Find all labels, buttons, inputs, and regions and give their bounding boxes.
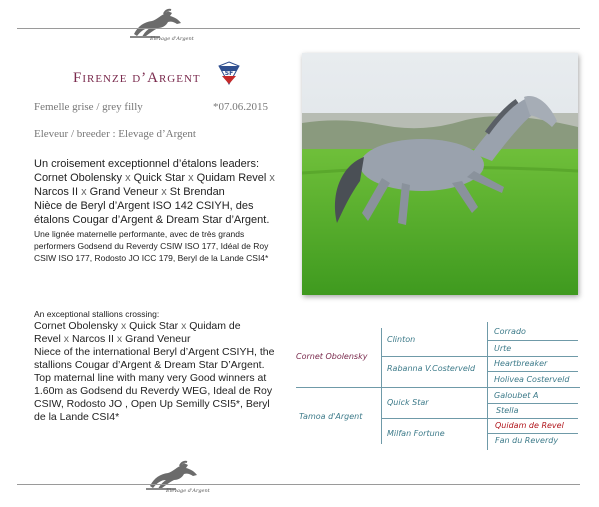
- gs-fan-du-reverdy: Fan du Reverdy: [495, 436, 559, 445]
- cross-name: St Brendan: [169, 186, 225, 198]
- cross-sep: x: [161, 186, 167, 198]
- english-text: Niece of the international Beryl d’Argent CSIYH, the stallions Cougar d’Argent & Dream Star D’Argent. Top maternal line with many very Good winners at 1.60m as Godsend du Reverdy WEG, Ideal de Roy CSIW, Rodosto JO , Open Up Semilly CSI5*, Beryl de la Lande CSI4*: [34, 346, 275, 423]
- french-heading: Un croisement exceptionnel d’étalons leaders:: [34, 158, 260, 170]
- sf-shield-icon: [217, 61, 241, 85]
- gs-galoubet: Galoubet A: [494, 391, 539, 400]
- pedigree-divider: [296, 387, 580, 388]
- pedigree-line: [381, 356, 487, 357]
- top-divider: [17, 28, 580, 29]
- bottom-divider: [17, 484, 580, 485]
- cross-sep: x: [116, 333, 123, 345]
- gs-quidam-de-revel: Quidam de Revel: [495, 421, 564, 430]
- grey-horse-in-field-image: [302, 53, 578, 295]
- sire-sire: Clinton: [387, 335, 416, 344]
- french-lineage: Une lignée maternelle performante, avec de très grands performers Godsend du Reverdy CSIW ISO 177, Idéal de Roy CSIW ISO 177, Rodosto JO ICC 179, Beryl de la Lande CSI4*: [34, 229, 269, 263]
- pedigree-line: [487, 403, 578, 404]
- pedigree-line: [487, 356, 578, 357]
- french-cross-line-2: [34, 185, 281, 199]
- horse-photo: [302, 53, 578, 295]
- english-cross-line-1: [34, 320, 281, 333]
- pedigree-line: [487, 418, 578, 419]
- svg-text:SF: SF: [224, 70, 234, 77]
- cross-sep: x: [81, 186, 87, 198]
- cross-sep: x: [269, 172, 275, 184]
- pedigree-line: [381, 418, 487, 419]
- french-niece: Nièce de Beryl d’Argent ISO 142 CSIYH, des étalons Cougar d’Argent & Dream Star d’Argent.: [34, 200, 270, 226]
- top-logo: [128, 6, 194, 46]
- pedigree-line: [487, 371, 578, 372]
- horse-birth-date: *07.06.2015: [213, 101, 268, 113]
- cross-name: Narcos II: [34, 186, 79, 198]
- bottom-logo: [144, 458, 210, 498]
- logo-text: Elevage d'Argent: [166, 488, 210, 494]
- cross-name: Quidam de: [189, 320, 241, 332]
- sire-dam: Rabanna V.Costerveld: [387, 364, 476, 373]
- logo-text: Elevage d'Argent: [150, 36, 194, 42]
- pedigree-bracket: [487, 322, 488, 450]
- cross-sep: x: [188, 172, 194, 184]
- cross-name: Grand Veneur: [89, 186, 159, 198]
- cross-name: Quick Star: [133, 172, 186, 184]
- horse-sex: Femelle grise / grey filly: [34, 101, 143, 113]
- dam-name: Tamoa d'Argent: [299, 412, 363, 421]
- cross-name: Cornet Obolensky: [34, 320, 119, 332]
- french-description: [34, 157, 281, 264]
- horse-jumper-logo-icon: [128, 6, 186, 40]
- dam-dam: Milfan Fortune: [387, 429, 445, 438]
- cross-name: Revel: [34, 333, 61, 345]
- gs-holivea: Holivea Costerveld: [494, 375, 570, 384]
- cross-name: Quidam Revel: [196, 172, 267, 184]
- dam-sire: Quick Star: [387, 398, 429, 407]
- pedigree-bracket: [381, 328, 382, 444]
- cross-name: Narcos II: [71, 333, 114, 345]
- cross-sep: x: [125, 172, 131, 184]
- cross-name: Quick Star: [129, 320, 179, 332]
- gs-stella: Stella: [496, 406, 519, 415]
- sire-name: Cornet Obolensky: [296, 352, 368, 361]
- horse-name-title: Firenze d’Argent: [73, 70, 201, 86]
- english-description: [34, 309, 281, 424]
- gs-corrado: Corrado: [494, 327, 526, 336]
- cross-sep: x: [120, 320, 127, 332]
- sf-badge: [217, 61, 241, 85]
- cross-name: Cornet Obolensky: [34, 172, 123, 184]
- horse-jumper-logo-icon: [144, 458, 202, 492]
- pedigree-line: [487, 340, 578, 341]
- english-cross-line-2: [34, 333, 281, 346]
- breeder-line: Eleveur / breeder : Elevage d’Argent: [34, 128, 196, 140]
- cross-sep: x: [181, 320, 187, 332]
- english-heading: An exceptional stallions crossing:: [34, 309, 160, 319]
- pedigree-line: [487, 433, 578, 434]
- french-cross-line-1: [34, 171, 281, 185]
- cross-sep: x: [63, 333, 70, 345]
- gs-urte: Urte: [494, 344, 512, 353]
- gs-heartbreaker: Heartbreaker: [494, 359, 548, 368]
- cross-name: Grand Veneur: [125, 333, 191, 345]
